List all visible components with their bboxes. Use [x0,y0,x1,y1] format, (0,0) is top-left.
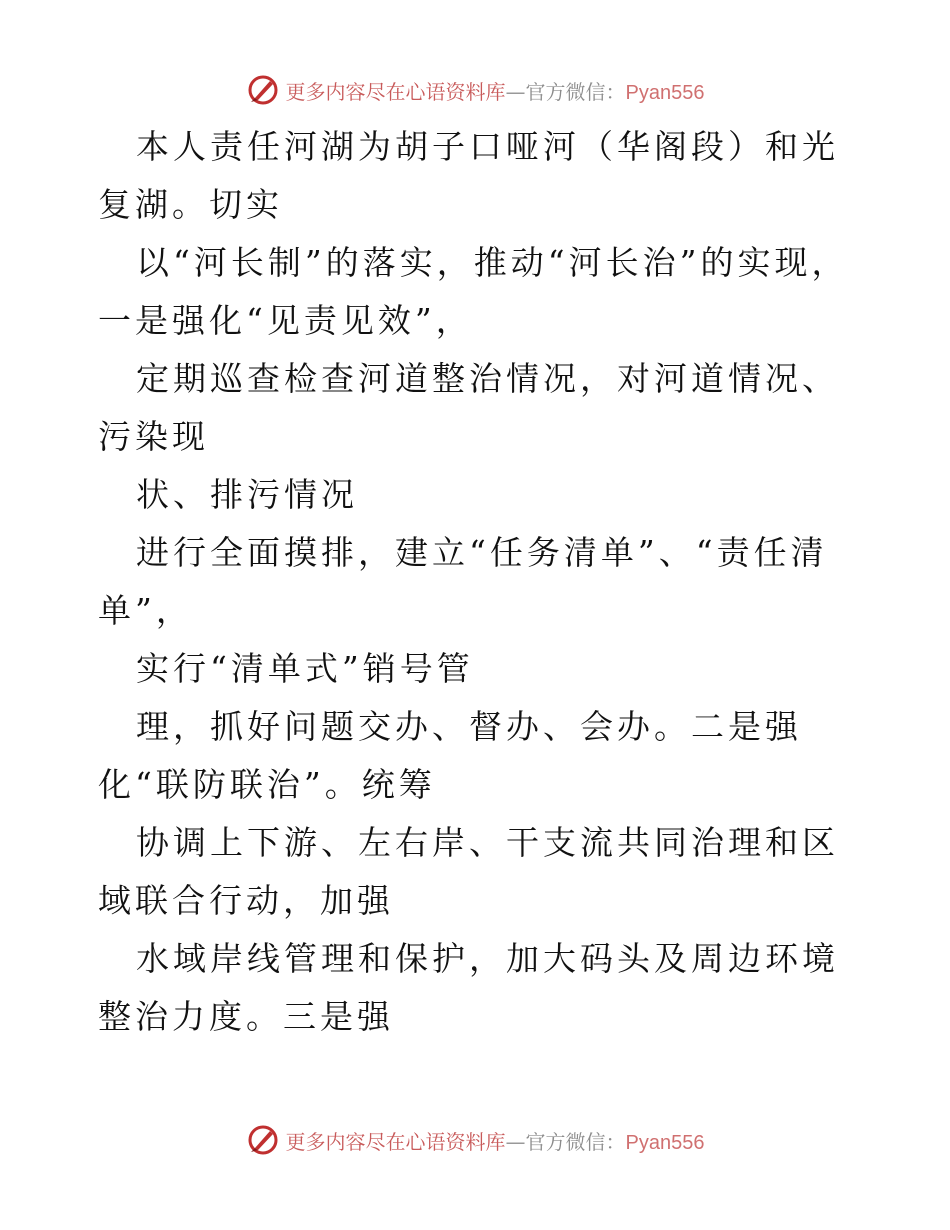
paragraph: 水域岸线管理和保护，加大码头及周边环境整治力度。三是强 [98,939,839,1036]
paragraph: 状、排污情况 [136,475,358,514]
banner-dash: — [505,79,526,104]
header-banner-text [286,76,705,105]
paragraph: 协调上下游、左右岸、干支流共同治理和区域联合行动，加强 [98,823,839,920]
banner-account: Pyan556 [625,1131,705,1154]
paragraph: 以“河长制”的落实，推动“河长治”的实现，一是强化“见责见效”， [98,243,849,340]
footer-banner-text [286,1126,705,1155]
paragraph: 理，抓好问题交办、督办、会办。二是强化“联防联治”。统筹 [98,707,802,804]
paragraph: 进行全面摸排，建立“任务清单”、“责任清单”， [98,533,828,630]
banner-main-text: 更多内容尽在心语资料库 [285,79,506,104]
paragraph: 实行“清单式”销号管 [136,649,474,688]
paragraph: 定期巡查检查河道整治情况，对河道情况、污染现 [98,359,839,456]
banner-main-text: 更多内容尽在心语资料库 [285,1129,506,1154]
banner-wechat-label: 官方微信： [525,79,626,104]
quill-logo-icon [246,73,280,107]
footer-banner [0,1120,950,1160]
paragraph: 本人责任河湖为胡子口哑河（华阁段）和光复湖。切实 [98,127,839,224]
banner-dash: — [505,1129,526,1154]
document-body [98,118,858,1046]
banner-account: Pyan556 [625,81,705,104]
banner-wechat-label: 官方微信： [525,1129,626,1154]
quill-logo-icon [246,1123,280,1157]
header-banner [0,70,950,110]
